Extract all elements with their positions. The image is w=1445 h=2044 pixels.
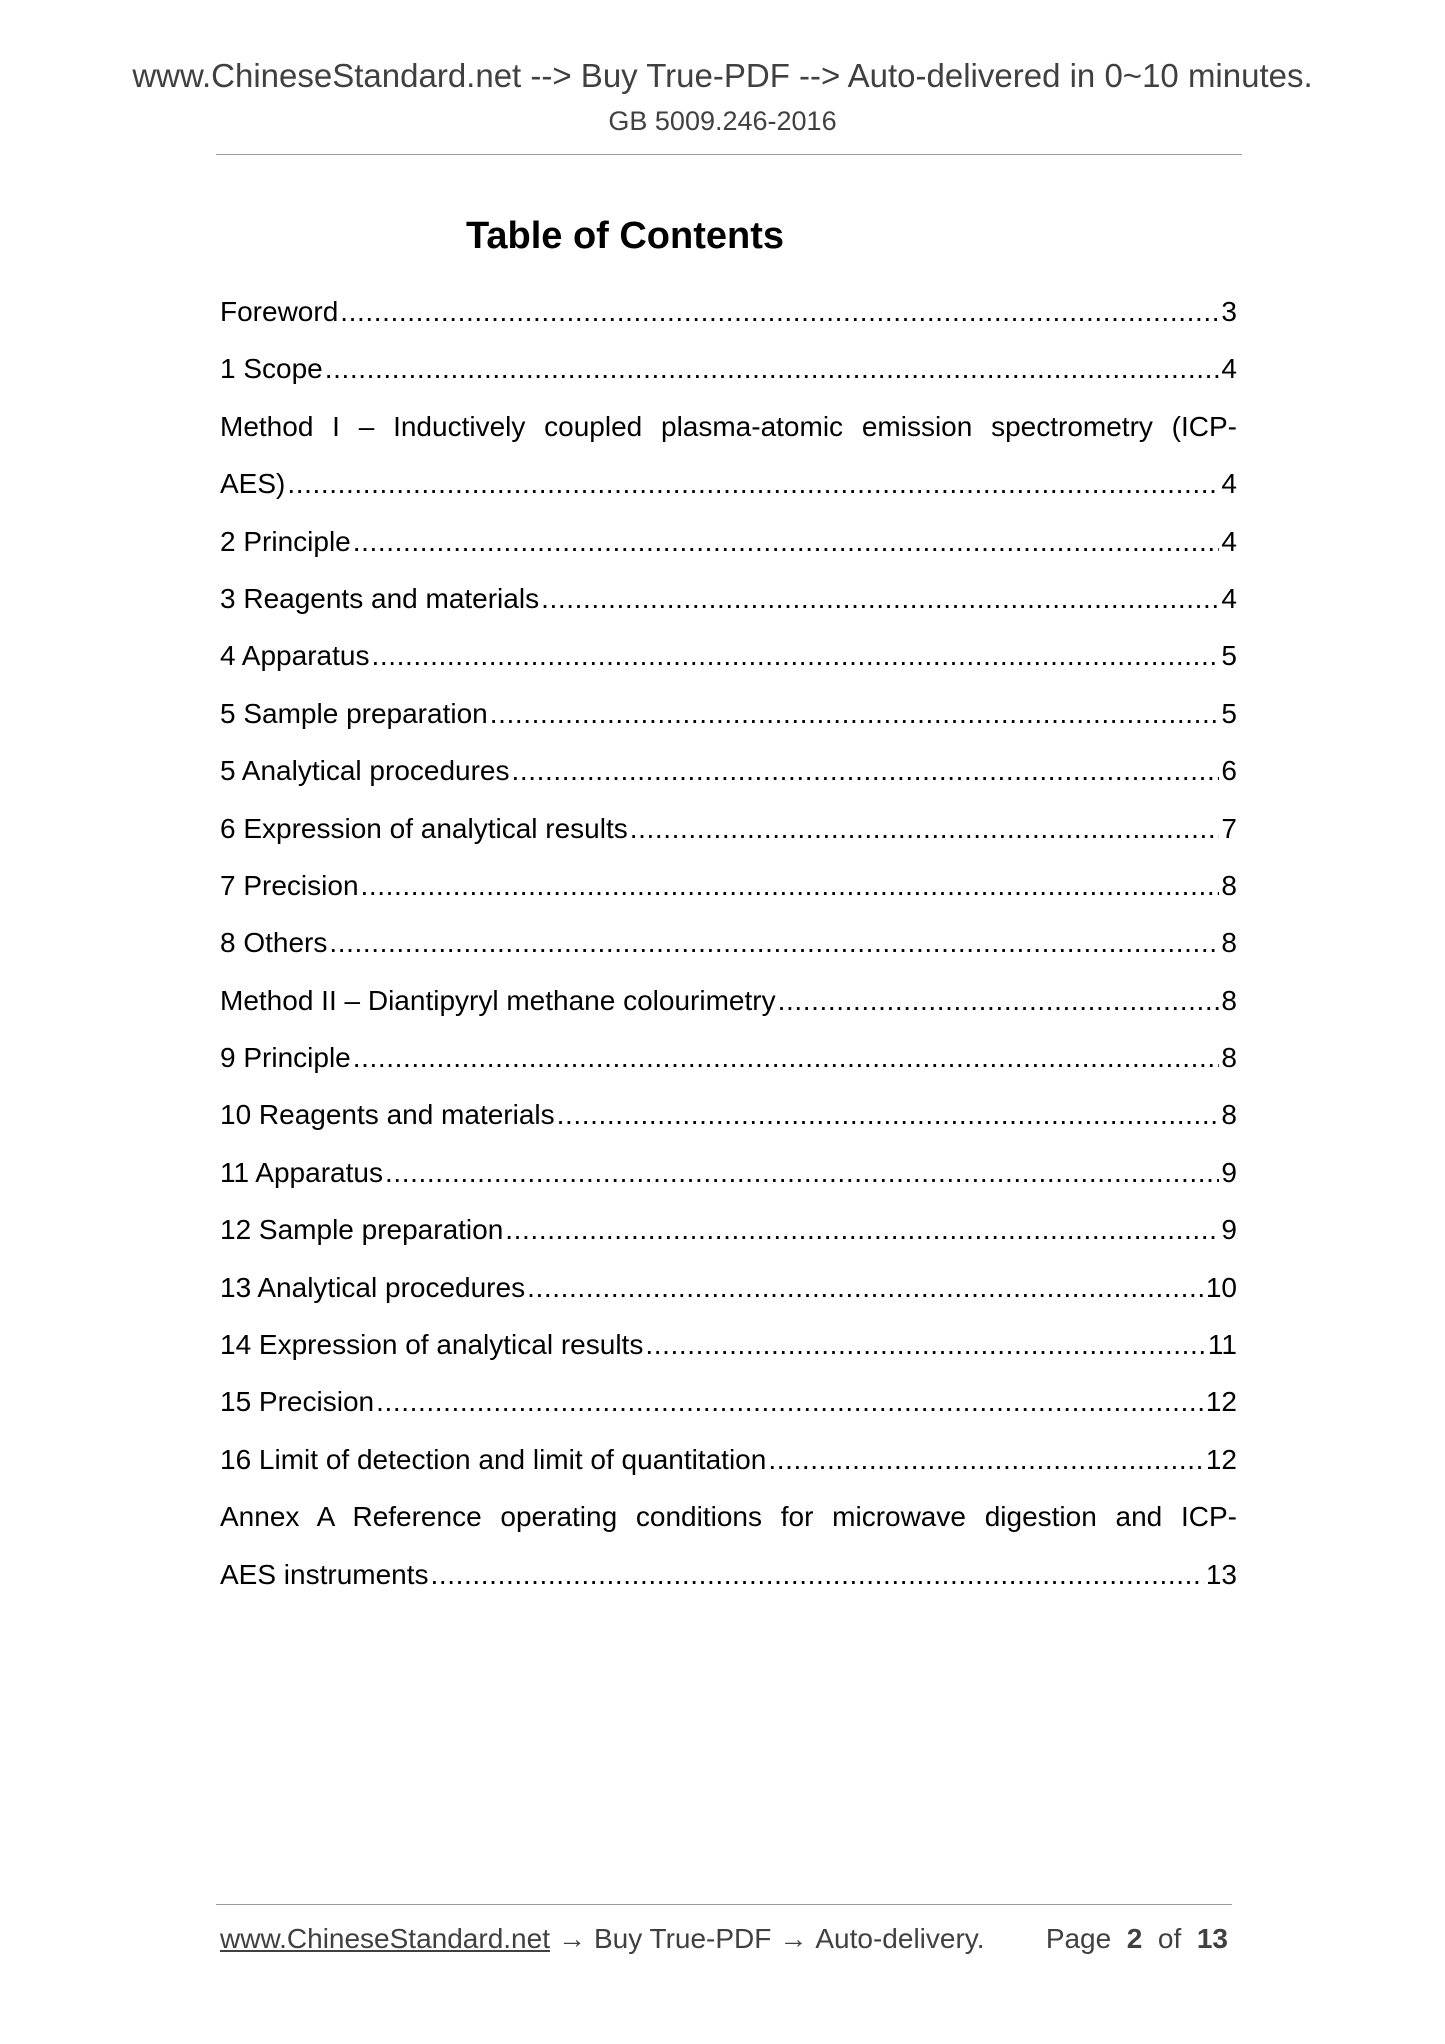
toc-entry-page: 11 [1207,1329,1237,1361]
dot-leader [431,1546,1204,1603]
right-arrow-icon: → [557,1923,586,1954]
toc-entry-page: 8 [1221,869,1237,901]
toc-entry-page: 9 [1221,1156,1237,1188]
toc-entry-page: 12 [1205,1386,1237,1418]
dot-leader [353,1029,1220,1086]
toc-entry-page: 9 [1221,1214,1237,1246]
toc-entry-foreword[interactable] [220,283,1237,340]
dot-leader [340,283,1219,340]
toc-entry-page: 4 [1221,582,1237,614]
toc-entry-page: 4 [1221,353,1237,385]
dot-leader [287,455,1219,512]
toc-entry-reagents[interactable] [220,570,1237,627]
header-banner: www.ChineseStandard.net --> Buy True-PDF --> Auto-delivered in 0~10 minutes. [132,57,1313,94]
toc-entry-label: 15 Precision [220,1386,375,1418]
toc-entry-principle[interactable] [220,513,1237,570]
toc-entry-label: 4 Apparatus [220,640,370,672]
right-arrow-icon: → [779,1923,808,1954]
footer-divider [216,1904,1232,1905]
toc-entry-label: 13 Analytical procedures [220,1271,526,1303]
toc-entry-page: 13 [1205,1558,1237,1590]
standard-code: GB 5009.246-2016 [608,106,837,136]
dot-leader [512,742,1220,799]
of-label: of [1157,1923,1182,1954]
site-link[interactable]: www.ChineseStandard.net [220,1923,550,1954]
dot-leader [325,340,1220,397]
toc-entry-label-line1: Method I – Inductively coupled plasma-atomic emission spectrometry (ICP- [220,410,1237,442]
toc-entry-page: 7 [1221,812,1237,844]
toc-entry-annex-a[interactable] [220,1488,1237,1603]
page-title: Table of Contents [465,215,785,257]
page-label: Page [1045,1923,1112,1954]
toc-entry-analytical-procedures[interactable] [220,742,1237,799]
dot-leader [541,570,1219,627]
dot-leader [645,1316,1206,1373]
toc-entry-expression-of-results-ii[interactable] [220,1316,1237,1373]
toc-entry-reagents-ii[interactable] [220,1086,1237,1143]
toc-entry-page: 8 [1221,1042,1237,1074]
toc-entry-label: AES) [220,468,286,500]
toc-entry-page: 4 [1221,468,1237,500]
toc-entry-label-line1: Annex A Reference operating conditions for microwave digestion and ICP- [220,1501,1237,1533]
toc-entry-sample-preparation-ii[interactable] [220,1201,1237,1258]
toc-entry-page: 3 [1221,296,1237,327]
toc-entry-label: 8 Others [220,927,328,959]
dot-leader [385,1144,1219,1201]
dot-leader [505,1201,1219,1258]
toc-entry-others[interactable] [220,914,1237,971]
toc-entry-method-ii[interactable] [220,972,1237,1029]
dot-leader [630,800,1220,857]
toc-entry-label: 5 Analytical procedures [220,755,510,787]
toc-entry-principle-ii[interactable] [220,1029,1237,1086]
toc-entry-scope[interactable] [220,340,1237,397]
dot-leader [376,1373,1204,1430]
toc-entry-page: 5 [1221,697,1237,729]
toc-entry-label: AES instruments [220,1558,429,1590]
dot-leader [353,513,1220,570]
toc-entry-precision-ii[interactable] [220,1373,1237,1430]
dot-leader [490,685,1220,742]
dot-leader [361,857,1220,914]
toc-entry-page: 6 [1221,755,1237,787]
toc-entry-apparatus[interactable] [220,627,1237,684]
toc-entry-limit-of-detection[interactable] [220,1431,1237,1488]
current-page: 2 [1126,1923,1143,1954]
toc-entry-precision[interactable] [220,857,1237,914]
toc-entry-label: 2 Principle [220,525,351,557]
toc-entry-label: 3 Reagents and materials [220,582,540,614]
toc-entry-method-i[interactable] [220,398,1237,513]
toc-entry-expression-of-results[interactable] [220,800,1237,857]
buy-text: Buy True-PDF [593,1923,772,1954]
toc-entry-label: 10 Reagents and materials [220,1099,555,1131]
toc-entry-label: 16 Limit of detection and limit of quantitation [220,1443,767,1475]
toc-entry-page: 12 [1205,1443,1237,1475]
dot-leader [527,1259,1204,1316]
delivery-text: Auto-delivery. [815,1923,985,1954]
toc-entry-label: 14 Expression of analytical results [220,1329,644,1361]
toc-entry-label: 1 Scope [220,353,323,385]
dot-leader [371,627,1219,684]
table-of-contents [220,283,1237,1603]
page-number [1046,1921,1228,1957]
toc-entry-label: 11 Apparatus [220,1156,383,1188]
dot-leader [329,914,1219,971]
dot-leader [768,1431,1204,1488]
toc-entry-label: Method II – Diantipyryl methane colourimetry [220,984,776,1016]
toc-entry-page: 8 [1221,1099,1237,1131]
toc-entry-label: 5 Sample preparation [220,697,488,729]
toc-entry-page: 5 [1221,640,1237,672]
toc-entry-page: 8 [1221,927,1237,959]
toc-entry-label: Foreword [220,296,339,327]
dot-leader [778,972,1220,1029]
toc-entry-label: 9 Principle [220,1042,351,1074]
toc-entry-sample-preparation[interactable] [220,685,1237,742]
total-pages: 13 [1196,1923,1228,1954]
toc-entry-apparatus-ii[interactable] [220,1144,1237,1201]
toc-entry-page: 8 [1221,984,1237,1016]
toc-entry-label: 12 Sample preparation [220,1214,504,1246]
dot-leader [557,1086,1220,1143]
toc-entry-analytical-procedures-ii[interactable] [220,1259,1237,1316]
toc-entry-label: 6 Expression of analytical results [220,812,628,844]
toc-entry-page: 4 [1221,525,1237,557]
toc-entry-page: 10 [1205,1271,1237,1303]
header-divider [216,154,1242,155]
footer-links [220,1921,984,1957]
toc-entry-label: 7 Precision [220,869,359,901]
